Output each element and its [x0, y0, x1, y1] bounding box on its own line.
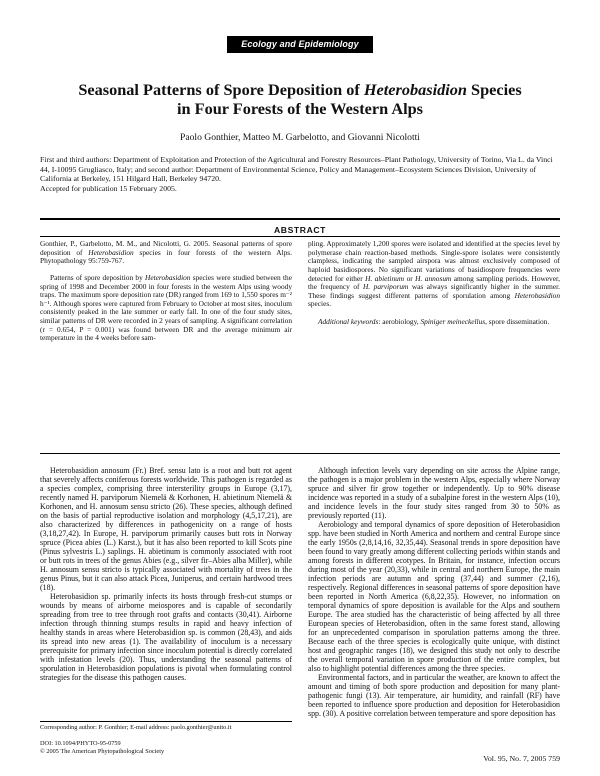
body-paragraph: Although infection levels vary depending on site across the Alpine range, the pathogen is a major problem in the western Alps, especially where Norway spruce and silver fir grow together or independently. Up to 90% disease incidence was reported in a study of a subalpine forest in the western Alps (10), and incidence levels in the four study sites ranged from 30 to 50% as previously reported (11).: [308, 466, 560, 521]
title-line-1: Seasonal Patterns of Spore Deposition of Heterobasidion Species: [78, 80, 522, 99]
footnote-rule: [40, 721, 292, 722]
affiliation-block: [40, 155, 562, 193]
abstract-paragraph: Patterns of spore deposition by Heterobasidion species were studied between the spring of 1998 and December 2000 in four forests in the western Alps using woody traps. The maximum spore deposition rate (DR) ranged from 169 to 1,550 spores m⁻² h⁻¹. Although spores were captured from February to October at most sites, inoculum consistently peaked in the late summer or early fall. In one of the four study sites, similar patterns of DR were recorded in 2 years of sampling. A significant correlation (r = 0.654, P = 0.001) was found between DR and the average minimum air temperature in the 4 weeks before sam-: [40, 272, 292, 343]
article-title: [40, 80, 560, 118]
abstract-heading-rule: [40, 236, 560, 237]
copyright: © 2005 The American Phytopathological Society: [40, 748, 165, 755]
accepted-date: Accepted for publication 15 February 2005.: [40, 183, 177, 193]
title-line-2: in Four Forests of the Western Alps: [176, 99, 424, 118]
abstract-continuation: pling. Approximately 1,200 spores were isolated and identified at the species level by polymerase chain reaction-based methods. Single-spore isolates were consistently clampless, indicating the sampled airspora was almost exclusively composed of haploid basidiospores. No significant variations of basidiospore frequencies were detected for either H. abietinum or H. annosum among sampling periods. However, the frequency of H. parviporum was always significantly higher in the summer. These findings suggest different patterns of sporulation among Heterobasidion species.: [308, 239, 560, 309]
abstract-right-column: [308, 240, 560, 327]
abstract-citation: Gonthier, P., Garbelotto, M. M., and Nicolotti, G. 2005. Seasonal patterns of spore deposition of Heterobasidion species in four forests of the western Alps. Phytopathology 95:759-767.: [40, 239, 292, 266]
body-right-column: [308, 466, 560, 718]
additional-keywords: Additional keywords: aerobiology, Spiniger meineckellus, spore dissemination.: [318, 317, 550, 326]
page-footer: Vol. 95, No. 7, 2005 759: [483, 754, 560, 763]
body-paragraph: Environmental factors, and in particular the weather, are known to affect the amount and timing of both spore production and deposition for many plant-pathogenic fungi (13). Air temperature, air humidity, and rainfall (RF) have been reported to influence spore production and deposition for Heterobasidion spp. (30). A positive correlation between temperature and spore deposition has: [308, 673, 560, 719]
abstract-bottom-rule: [40, 453, 560, 454]
abstract-heading: ABSTRACT: [273, 225, 327, 235]
authors: Paolo Gonthier, Matteo M. Garbelotto, and Giovanni Nicolotti: [180, 132, 420, 143]
body-paragraph: Heterobasidion annosum (Fr.) Bref. sensu lato is a root and butt rot agent that severely affects coniferous forests worldwide. This pathogen is regarded as a species complex, comprising three intersterility groups in Europe (3,17), recently named H. parviporum Niemelä & Korhonen, H. abietinum Niemelä & Korhonen, and H. annosum sensu stricto (26). These species, although defined on the basis of partial reproductive isolation and morphology (4,5,17,21), are also characterized by differences in pathogenicity on a range of hosts (3,18,27,42). In Europe, H. parviporum primarily causes butt rots in Norway spruce (Picea abies (L.) Karst.), but it has also been reported to kill Scots pine (Pinus sylvestris L.) saplings. H. abietinum is commonly associated with root or butt rots in trees of the genus Abies (e.g., silver fir–Abies alba Miller), while H. annosum sensu stricto is typically associated with mortality of trees in the genus Pinus, but it can also attack Picea, Juniperus, and certain hardwood trees (18).: [40, 466, 292, 593]
affiliation: First and third authors: Department of Exploitation and Protection of the Agricultural and Forestry Resources–Plant Pathology, University of Torino, Via L. da Vinci 44, I-10095 Grugliasco, Italy; and second author: Department of Environmental Science, Policy and Management–Ecosystem Sciences Division, University of California at Berkeley, 151 Hilgard Hall, Berkeley 94720.: [40, 155, 553, 183]
doi: DOI: 10.1094/PHYTO-95-0759: [40, 740, 121, 747]
body-paragraph: Heterobasidion sp. primarily infects its hosts through fresh-cut stumps or wounds by means of airborne meiospores and is capable of secondarily spreading from tree to tree through root grafts and contacts (30,41). Airborne infection through thinning stumps results in rapid and heavy infection of healthy stands in areas where Heterobasidion sp. is common (28,43), and aids its spread into new areas (1). The availability of inoculum is a necessary prerequisite for primary infection since inoculum potential is directly correlated with infestation levels (20). Thus, understanding the seasonal patterns of sporulation in Heterobasidion populations is pivotal when formulating control strategies for the disease this pathogen causes.: [40, 592, 292, 683]
body-paragraph: Aerobiology and temporal dynamics of spore deposition of Heterobasidion spp. have been studied in North America and northern and central Europe since the early 1950s (2,8,14,16, 32,35,44). Seasonal trends in spore deposition have been found to vary greatly among different collecting periods within stands and among forests in different ecotypes. In Britain, for instance, infection occurs during most of the year (20,33), while in central and northern Europe, the main infection periods are autumn and spring (37,44) and summer (2,16), respectively. Regional differences in seasonal patterns of spore deposition have been reported in North America (6,8,22,35). However, no information on temporal dynamics of spore deposition is available for the Alps and southern Europe. The area studied has the characteristic of being affected by all three European species of Heterobasidion, often in the same forest stand, allowing for an unprecedented comparison in sporulation patterns among the three. Because each of the three species is ecologically quite unique, with distinct host and geographic ranges (18), we designed this study not only to describe the overall temporal variation in spore production of the entire complex, but also to highlight potential differences among the three species.: [308, 520, 560, 674]
corresponding-author: Corresponding author: P. Gonthier; E-mail address: paolo.gonthier@unito.it: [40, 724, 232, 731]
abstract-left-column: [40, 240, 292, 343]
abstract-top-rule: [40, 218, 560, 220]
section-label: Ecology and Epidemiology: [227, 36, 373, 53]
body-left-column: [40, 466, 292, 682]
